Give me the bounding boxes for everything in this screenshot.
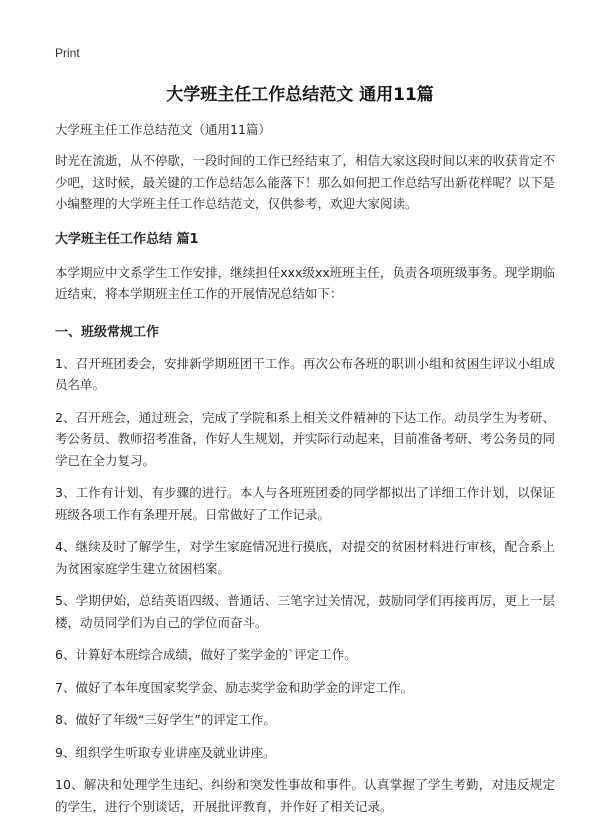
- list-item: 8、做好了年级“三好学生”的评定工作。: [55, 712, 276, 727]
- list-item: 1、召开班团委会，安排新学期班团干工作。再次公布各班的职训小组和贫困生评议小组成员名单。: [55, 355, 555, 392]
- work-item-list: [55, 353, 555, 818]
- list-item: 6、计算好本班综合成绩，做好了奖学金的`评定工作。: [55, 647, 357, 662]
- intro-paragraph: 时光在流逝，从不停歇，一段时间的工作已经结束了，相信大家这段时间以来的收获肯定不少吧，这时候，最关键的工作总结怎么能落下！那么如何把工作总结写出新花样呢？以下是小编整理的大学班主任工作总结范文，仅供参考，欢迎大家阅读。: [55, 153, 556, 211]
- section-intro-paragraph: 本学期应中文系学生工作安排，继续担任xxx级xx班班主任，负责各项班级事务。现学期临近结束，将本学期班主任工作的开展情况总结如下：: [55, 264, 555, 301]
- page-title: 大学班主任工作总结范文 通用11篇: [166, 85, 434, 105]
- print-link[interactable]: Print: [55, 46, 80, 60]
- list-item: 2、召开班会，通过班会，完成了学院和系上相关文件精神的下达工作。动员学生为考研、考公务员、教师招考准备，作好人生规划，并实际行动起来，目前准备考研、考公务员的同学已在全力复习。: [55, 409, 556, 468]
- article-body: [55, 120, 555, 828]
- list-item: 3、工作有计划、有步骤的进行。本人与各班班团委的同学都拟出了详细工作计划，以保证班级各项工作有条理开展。日常做好了工作记录。: [55, 485, 555, 522]
- list-item: 4、继续及时了解学生，对学生家庭情况进行摸底，对提交的贫困材料进行审核，配合系上为贫困家庭学生建立贫困档案。: [55, 539, 555, 576]
- article-subtitle: 大学班主任工作总结范文（通用11篇）: [55, 122, 271, 137]
- list-item: 5、学期伊始，总结英语四级、普通话、三笔字过关情况，鼓励同学们再接再厉，更上一层楼，动员同学们为自己的学位而奋斗。: [55, 593, 555, 630]
- section-heading: 大学班主任工作总结 篇1: [55, 231, 199, 247]
- list-item: 9、组织学生听取专业讲座及就业讲座。: [55, 744, 276, 760]
- list-item: 10、解决和处理学生违纪、纠纷和突发性事故和事件。认真掌握了学生考勤，对违反规定的学生，进行个别谈话，开展批评教育，并作好了相关记录。: [55, 777, 555, 814]
- subsection-heading: 一、班级常规工作: [55, 324, 160, 340]
- list-item: 7、做好了本年度国家奖学金、励志奖学金和助学金的评定工作。: [55, 679, 413, 695]
